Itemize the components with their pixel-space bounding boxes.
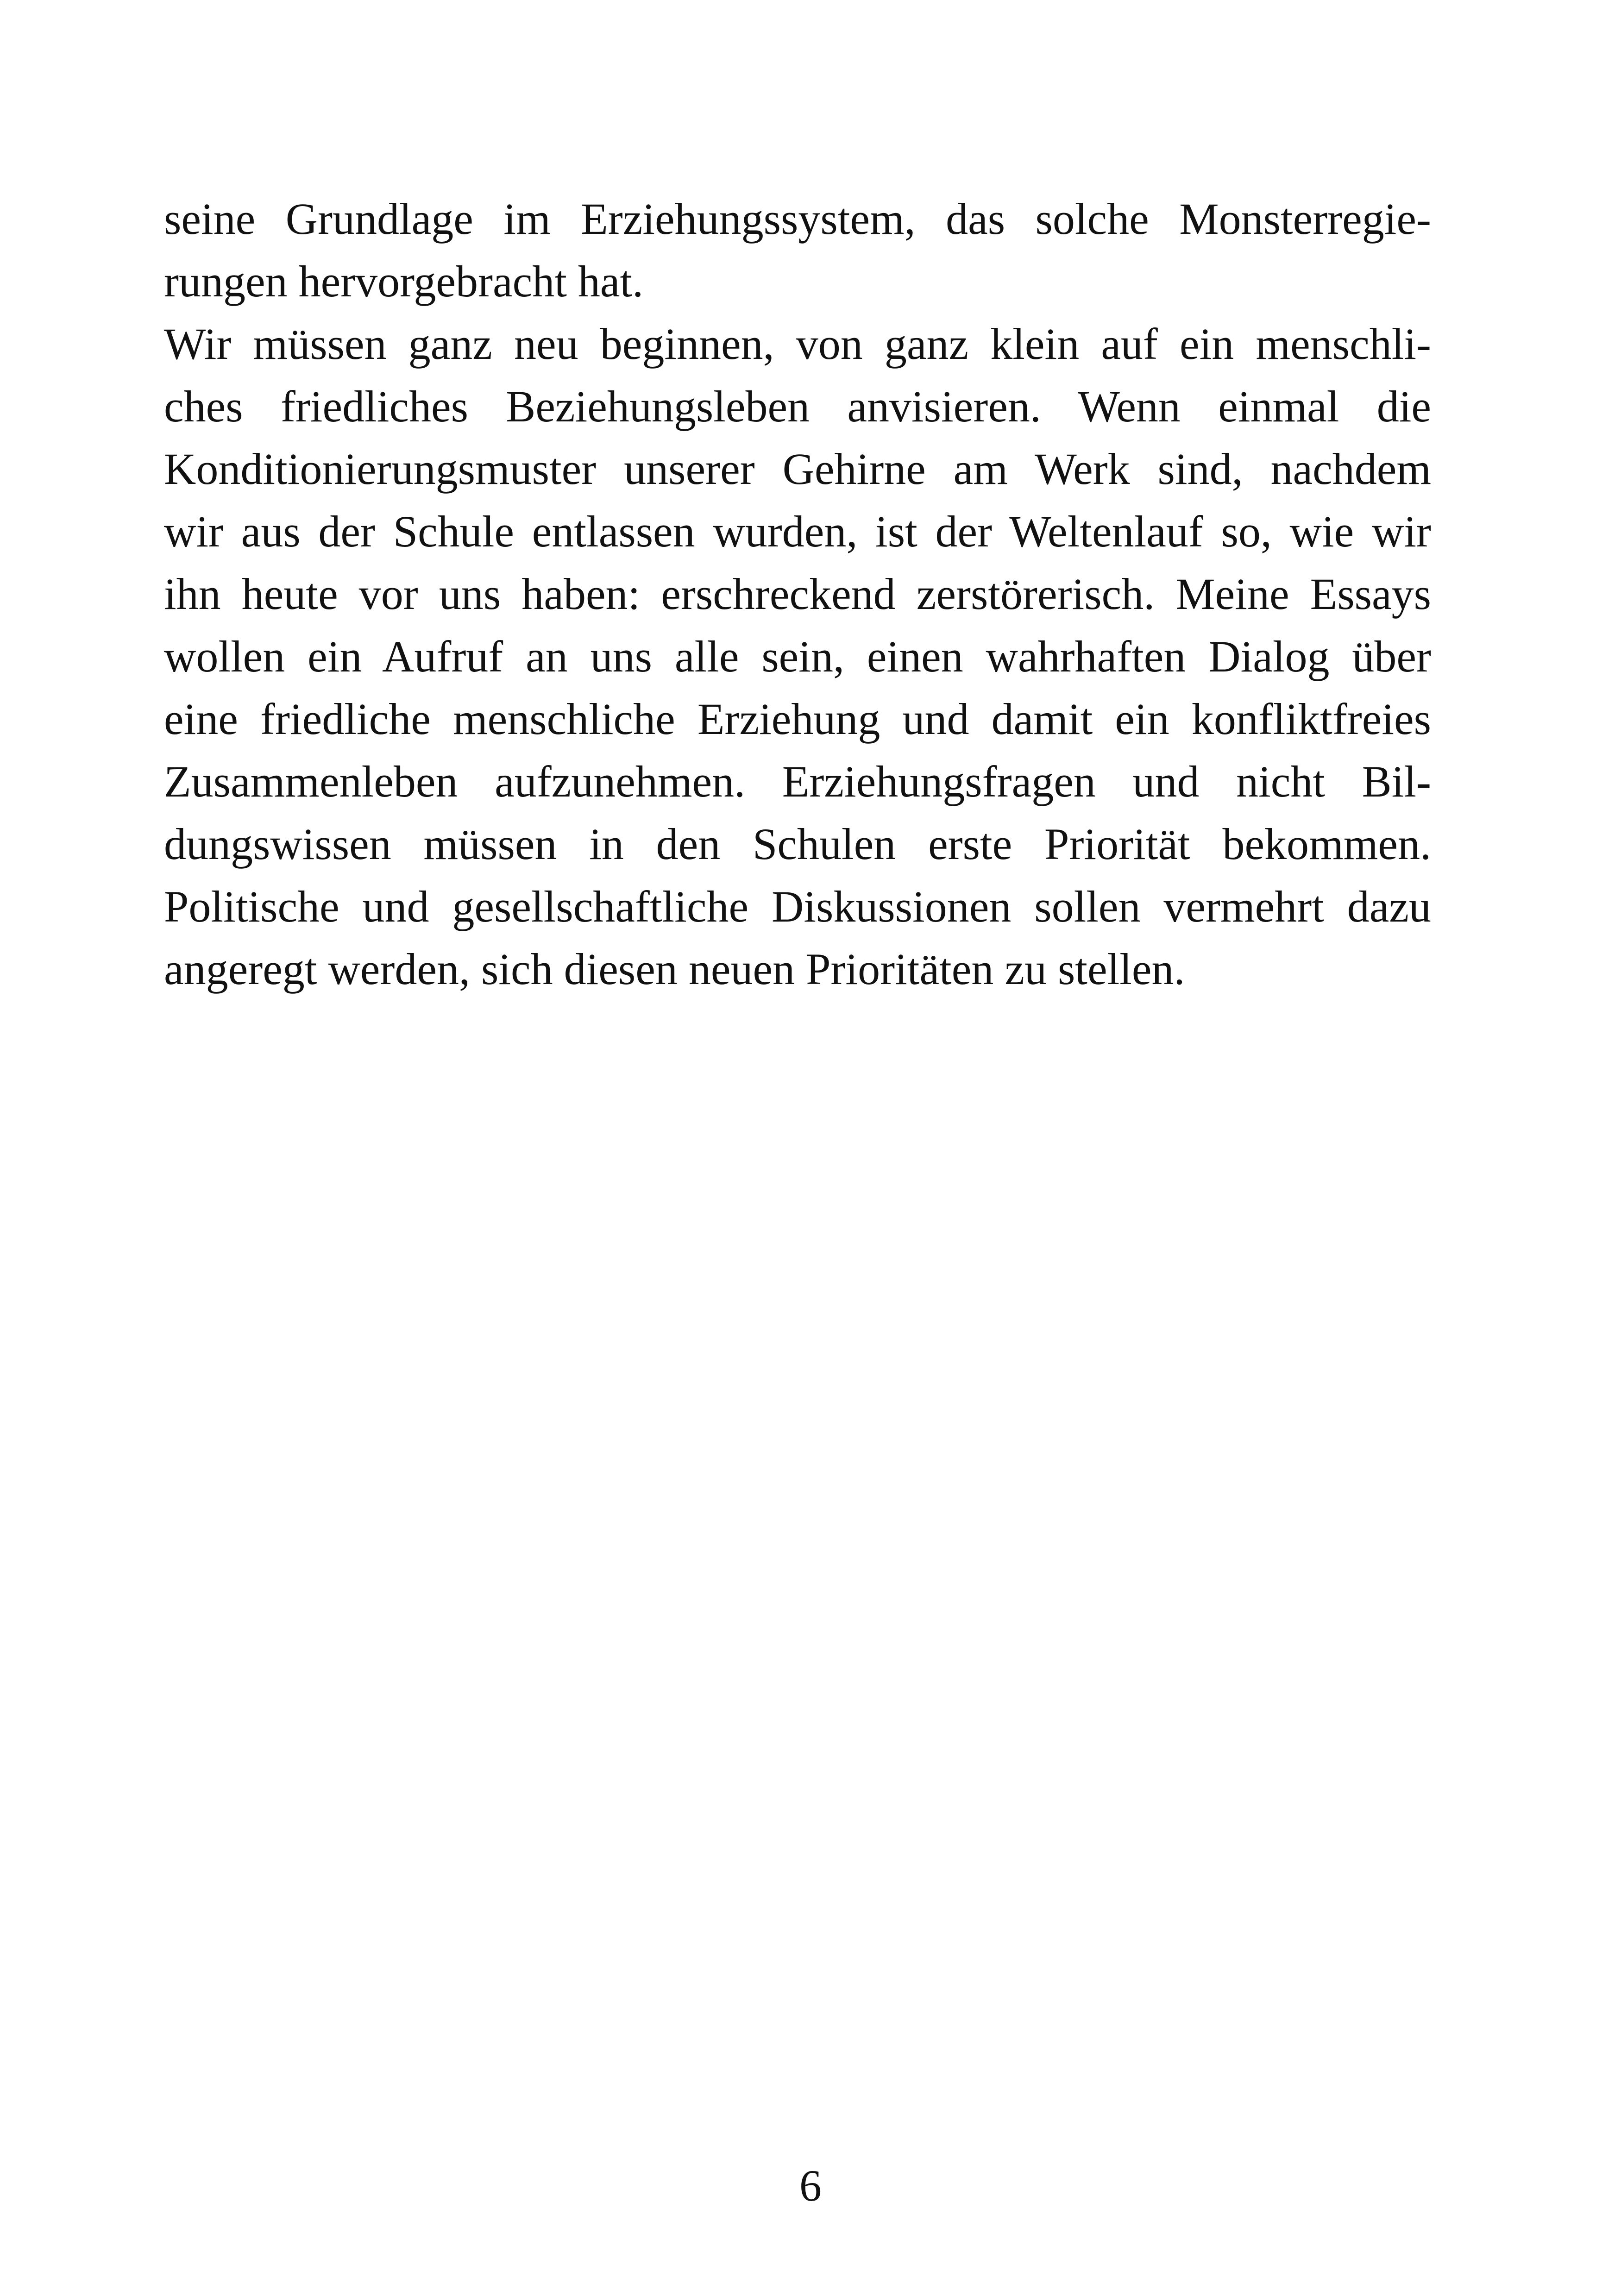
text-line: wollen ein Aufruf an uns alle sein, einen wahrhaften Dialog über (164, 632, 1431, 681)
text-line: seine Grundlage im Erziehungssystem, das solche Monsterregie- (164, 194, 1431, 244)
text-line: eine friedliche menschliche Erziehung und damit ein konfliktfreies (164, 694, 1431, 744)
text-line: Konditionierungsmuster unserer Gehirne am Werk sind, nachdem (164, 444, 1431, 494)
text-line: angeregt werden, sich diesen neuen Prioritäten zu stellen. (164, 944, 1185, 994)
text-line: Wir müssen ganz neu beginnen, von ganz klein auf ein menschli- (164, 319, 1431, 369)
text-line: rungen hervorgebracht hat. (164, 257, 644, 306)
text-line: Politische und gesellschaftliche Diskussionen sollen vermehrt dazu (164, 882, 1431, 931)
body-text (164, 188, 1431, 1000)
text-line: ches friedliches Beziehungsleben anvisieren. Wenn einmal die (164, 382, 1431, 431)
text-line: wir aus der Schule entlassen wurden, ist der Weltenlauf so, wie wir (164, 507, 1431, 556)
text-line: dungswissen müssen in den Schulen erste Priorität bekommen. (164, 819, 1431, 869)
text-line: Zusammenleben aufzunehmen. Erziehungsfragen und nicht Bil- (164, 757, 1431, 806)
page-number: 6 (799, 2161, 822, 2210)
text-line: ihn heute vor uns haben: erschreckend zerstörerisch. Meine Essays (164, 569, 1431, 619)
